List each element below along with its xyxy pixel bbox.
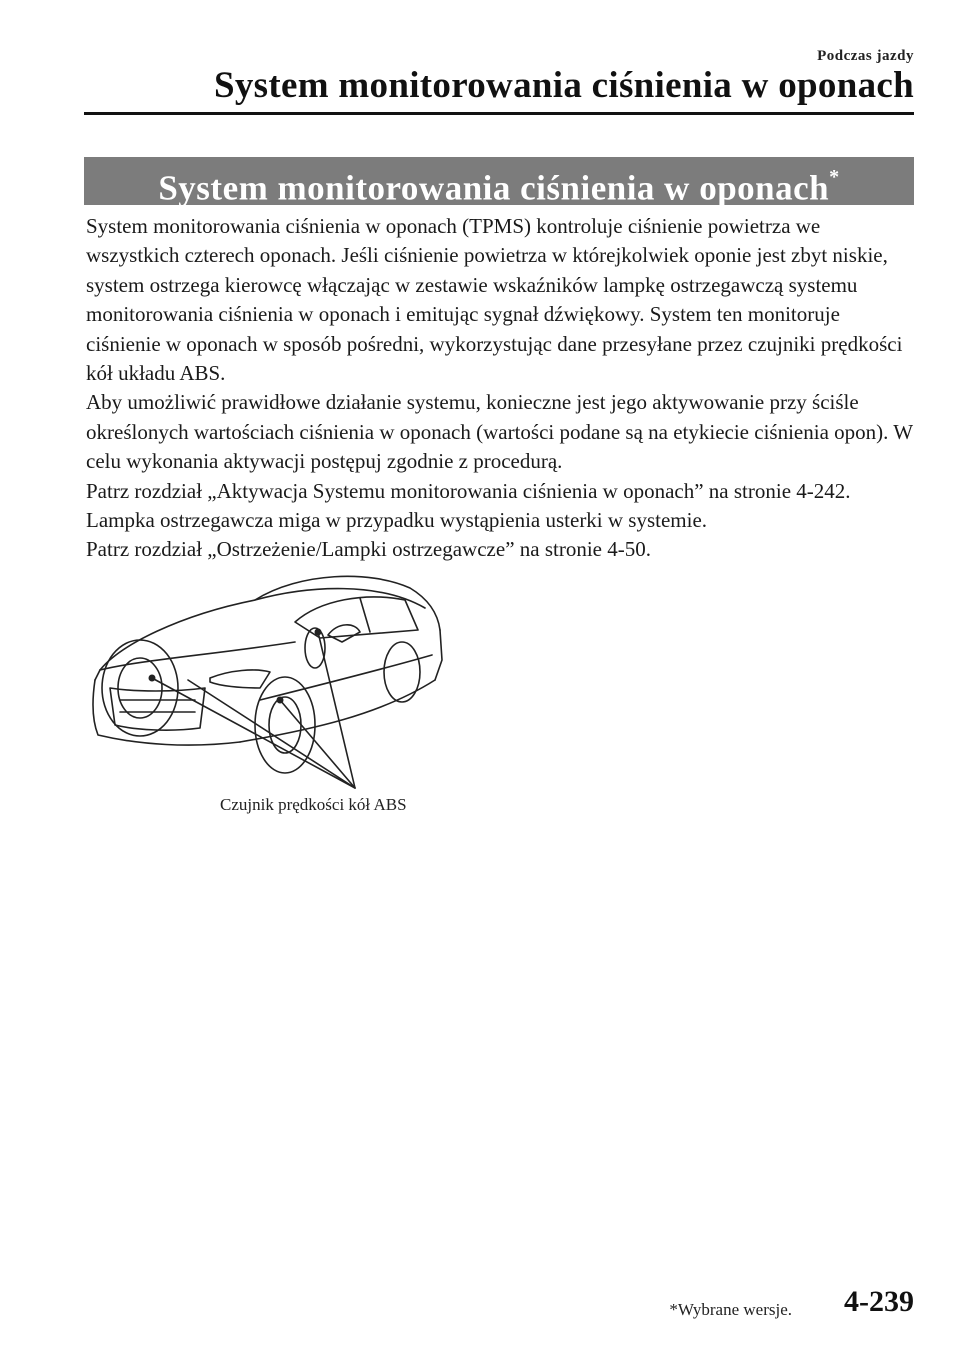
figure-caption: Czujnik prędkości kół ABS <box>220 795 407 814</box>
paragraph-activation: Aby umożliwić prawidłowe działanie systemu, konieczne jest jego aktywowanie przy ściśle określonych wartościach ciśnienia w oponach (wartości podane są na etykiecie ciśnienia opon). W celu wykonania aktywacji postępuj zgodnie z procedurą. <box>86 390 913 474</box>
optional-equipment-asterisk: * <box>829 166 840 188</box>
body-text <box>86 212 916 565</box>
header-rule <box>84 112 914 115</box>
car-illustration <box>80 560 460 800</box>
footer-note: *Wybrane wersje. <box>669 1300 792 1319</box>
section-title: System monitorowania ciśnienia w oponach <box>158 168 830 208</box>
car-figure <box>80 560 460 835</box>
paragraph-intro: System monitorowania ciśnienia w oponach (TPMS) kontroluje ciśnienie powietrza we wszystkich czterech oponach. Jeśli ciśnienie powietrza w którejkolwiek oponie jest zbyt niskie, system ostrzega kierowcę włączając w zestawie wskaźników lampkę ostrzegawczą systemu monitorowania ciśnienia w oponach i emitując sygnał dźwiękowy. System ten monitoruje ciśnienie w oponach w sposób pośredni, wykorzystując dane przesyłane przez czujniki prędkości kół układu ABS. <box>86 214 903 386</box>
reference-activation-link[interactable]: Patrz rozdział „Aktywacja Systemu monitorowania ciśnienia w oponach” na stronie 4-242. <box>86 478 851 503</box>
paragraph-warning-light: Lampka ostrzegawcza miga w przypadku wystąpienia usterki w systemie. <box>86 508 708 533</box>
page-number: 4-239 <box>844 1285 914 1318</box>
header-section-label: Podczas jazdy <box>817 48 914 64</box>
reference-warning-lights-link[interactable]: Patrz rozdział „Ostrzeżenie/Lampki ostrzegawcze” na stronie 4-50. <box>86 537 651 562</box>
section-banner <box>84 157 914 208</box>
header-title: System monitorowania ciśnienia w oponach <box>214 65 914 106</box>
